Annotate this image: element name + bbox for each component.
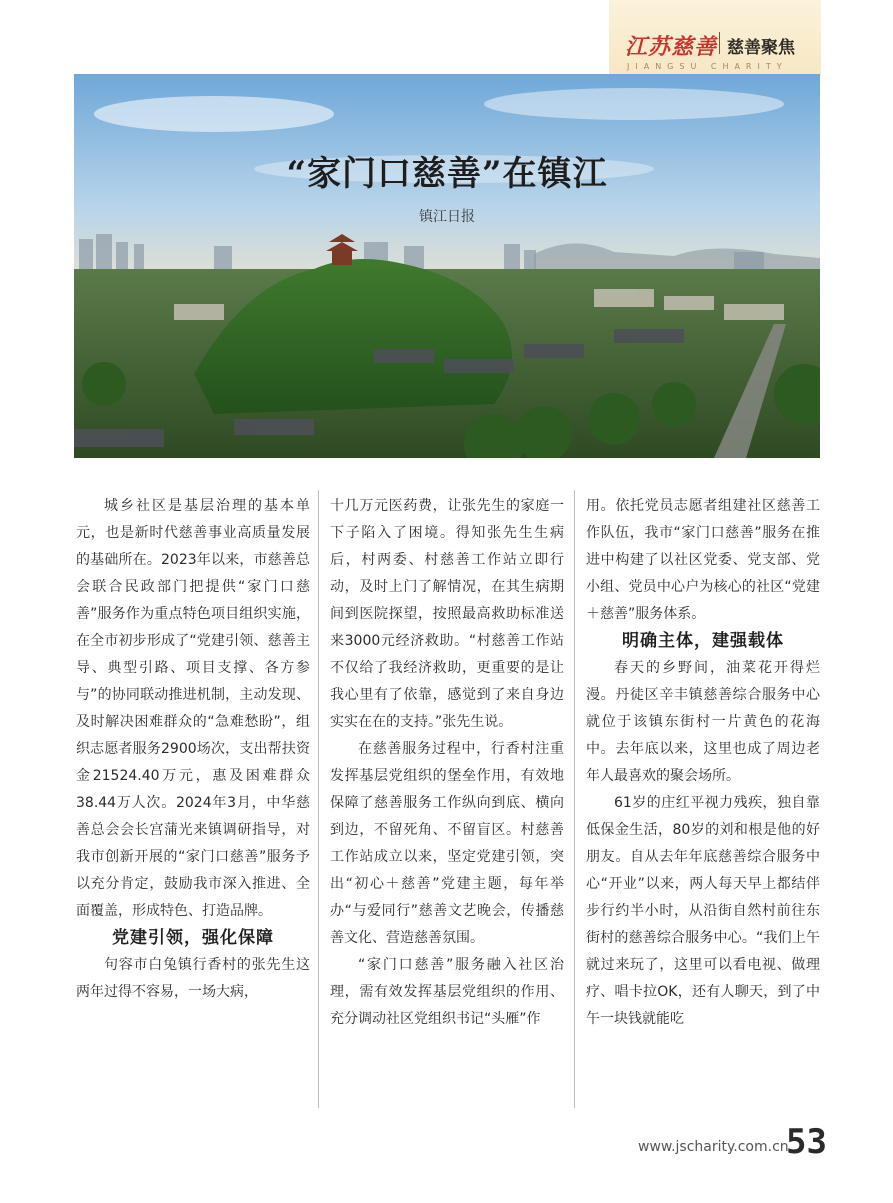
magazine-logo: 江苏慈善 <box>625 34 718 60</box>
paragraph: 城乡社区是基层治理的基本单元，也是新时代慈善事业高质量发展的基础所在。2023年以来，市慈善总会联合民政部门把提供“家门口慈善”服务作为重点特色项目组织实施，在全市初步形成了“党建引领、慈善主导、典型引路、项目支撑、各方参与”的协同联动推进机制，主动发现、及时解决困难群众的“急难愁盼”，组织志愿者服务2900场次，支出帮扶资金21524.40万元，惠及困难群众38.44万人次。2024年3月，中华慈善总会会长宫蒲光来镇调研指导，对我市创新开展的“家门口慈善”服务予以充分肯定，鼓励我市深入推进、全面覆盖，形成特色、打造品牌。 <box>76 498 310 919</box>
magazine-subtitle: JIANGSU CHARITY <box>627 62 788 71</box>
text-column-3 <box>586 493 820 1033</box>
section-heading: 党建引领，强化保障 <box>112 928 274 948</box>
section-badge <box>609 0 821 76</box>
page-number: 53 <box>786 1122 827 1162</box>
paragraph: 句容市白兔镇行香村的张先生这两年过得不容易，一场大病， <box>76 957 310 1000</box>
badge-divider <box>719 32 720 54</box>
website-url: www.jscharity.com.cn <box>638 1139 789 1155</box>
article-byline: 镇江日报 <box>419 209 475 225</box>
paragraph: 十几万元医药费，让张先生的家庭一下子陷入了困境。得知张先生生病后，村两委、村慈善工作站立即行动，及时上门了解情况，在其生病期间到医院探望，按照最高救助标准送来3000元经济救助。“村慈善工作站不仅给了我经济救助，更重要的是让我心里有了依靠，感觉到了来自身边实实在在的支持。”张先生说。 <box>330 498 564 730</box>
text-column-2 <box>330 493 564 1033</box>
paragraph: 在慈善服务过程中，行香村注重发挥基层党组织的堡垒作用，有效地保障了慈善服务工作纵向到底、横向到边，不留死角、不留盲区。村慈善工作站成立以来，坚定党建引领，突出“初心＋慈善”党建主题，每年举办“与爱同行”慈善文艺晚会，传播慈善文化、营造慈善氛围。 <box>330 741 564 946</box>
hero-image <box>74 74 820 458</box>
article-title: “家门口慈善”在镇江 <box>286 154 608 194</box>
paragraph: “家门口慈善”服务融入社区治理，需有效发挥基层党组织的作用、充分调动社区党组织书记“头雁”作 <box>330 957 564 1027</box>
column-divider <box>574 490 575 1108</box>
text-column-1 <box>76 493 310 1006</box>
paragraph: 用。依托党员志愿者组建社区慈善工作队伍，我市“家门口慈善”服务在推进中构建了以社区党委、党支部、党小组、党员中心户为核心的社区“党建＋慈善”服务体系。 <box>586 498 820 622</box>
paragraph: 春天的乡野间，油菜花开得烂漫。丹徒区辛丰镇慈善综合服务中心就位于该镇东街村一片黄色的花海中。去年底以来，这里也成了周边老年人最喜欢的聚会场所。 <box>586 660 820 784</box>
city-landscape-illustration <box>74 74 820 458</box>
paragraph: 61岁的庄红平视力残疾，独自靠低保金生活，80岁的刘和根是他的好朋友。自从去年年底慈善综合服务中心“开业”以来，两人每天早上都结伴步行约半小时，从沿街自然村前往东街村的慈善综合服务中心。“我们上午就过来玩了，这里可以看电视、做理疗、唱卡拉OK，还有人聊天，到了中午一块钱就能吃 <box>586 795 820 1027</box>
section-title: 慈善聚焦 <box>727 38 795 58</box>
section-heading: 明确主体，建强载体 <box>622 631 784 651</box>
column-divider <box>318 490 319 1108</box>
